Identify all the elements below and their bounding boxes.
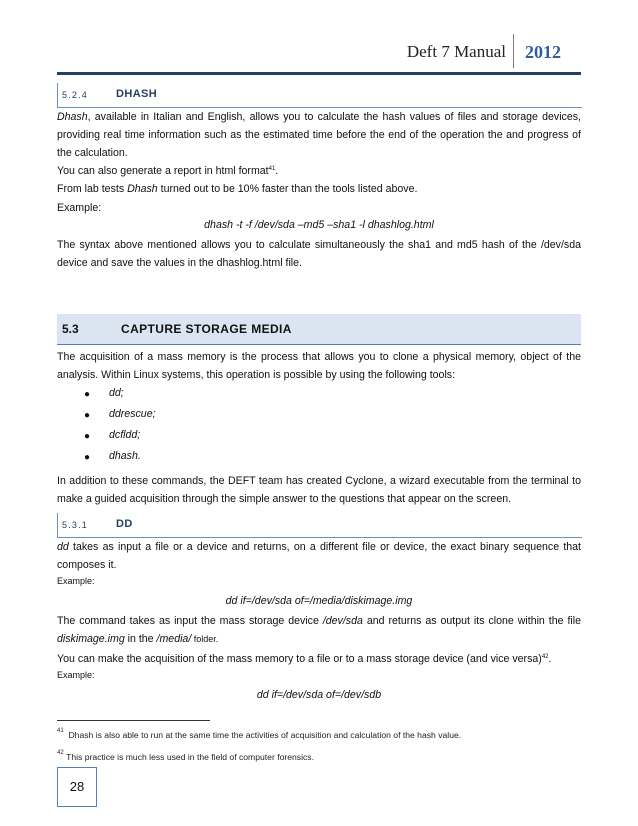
list-item: ● dcfldd; [84,429,141,442]
header-divider [513,34,514,68]
footnote-mark: 41 [57,728,64,734]
tool-name: ddrescue; [109,408,156,420]
dhash-lab-paragraph [57,180,581,198]
dhash-report-paragraph: You can also generate a report in html format$^{41}$. [57,165,279,177]
section-number: 5.3 [62,322,79,336]
lab-text-b: turned out to be 10% faster than the tools listed above. [157,183,418,195]
footnote-41 [57,730,461,740]
dd-vice-versa-paragraph: You can make the acquisition of the mass memory to a file or to a mass storage device (and vice versa)$^{42}$. [57,653,552,665]
explain-a: The command takes as input the mass storage device [57,615,323,627]
dd-command-1: dd if=/dev/sda of=/media/diskimage.img [225,595,413,607]
dd-explain-paragraph [57,612,581,648]
device-path: /dev/sda [322,615,363,627]
footnote-rule [57,720,210,721]
dhash-paragraph-intro [57,108,581,162]
cyclone-paragraph: In addition to these commands, the DEFT team has created Cyclone, a wizard executable from the terminal to make a guided acquisition through the simple answer to the questions that appear on the screen. [57,475,581,505]
section-title: CAPTURE STORAGE MEDIA [121,322,292,336]
tool-name: dhash. [109,450,141,462]
term-dhash: Dhash [57,111,88,123]
explain-c: in the [124,633,157,645]
running-header-title: Deft 7 Manual [406,42,506,61]
section-title: DHASH [116,88,158,100]
header-rule [57,72,581,75]
section-number: 5.2.4 [62,90,89,100]
example-label: Example: [57,576,95,586]
example-label: Example: [57,670,95,680]
footnote-mark: 42 [57,750,64,756]
tools-list [70,386,470,470]
tool-name: dd; [109,387,124,399]
dd-intro-paragraph [57,538,581,574]
section-heading-5-3-1 [57,513,582,538]
example-label: Example: [57,202,102,214]
list-item: ● dhash. [84,450,141,463]
footnote-ref-42[interactable]: 42 [541,654,549,660]
capture-intro-paragraph: The acquisition of a mass memory is the process that allows you to clone a physical memory, object of the analysis. Within Linux systems, this operation is possible by using the following tools: [57,351,581,381]
list-item: ● ddrescue; [84,408,156,421]
section-heading-5-2-4 [57,83,582,108]
dd-command-2: dd if=/dev/sda of=/dev/sdb [256,689,382,701]
tool-name: dcfldd; [109,429,141,441]
dhash-command: dhash -t -f /dev/sda –md5 –sha1 -l dhashlog.html [204,219,434,231]
running-header-year: 2012 [525,42,561,62]
folder-path: /media/ [156,633,192,645]
dhash-intro-text: , available in Italian and English, allows you to calculate the hash values of files and storage devices, providing real time information such as the estimated time before the end of the operation the and progress of the calculation. [57,111,581,159]
term-dd: dd [57,541,69,553]
image-file: diskimage.img [57,633,125,645]
explain-d: folder. [191,634,219,644]
lab-text-a: From lab tests [57,183,128,195]
vice-versa-text: You can make the acquisition of the mass memory to a file or to a mass storage device (and vice versa) [57,653,542,665]
section-heading-5-3 [57,314,581,345]
dhash-syntax-paragraph: The syntax above mentioned allows you to calculate simultaneously the sha1 and md5 hash of the /dev/sda device and save the values in the dhashlog.html file. [57,239,581,269]
dd-intro-text: takes as input a file or a device and returns, on a different file or device, the exact binary sequence that composes it. [57,541,581,571]
section-number: 5.3.1 [62,520,89,530]
report-text: You can also generate a report in html format [57,165,269,177]
footnote-42 [57,752,314,762]
footnote-ref-41[interactable]: 41 [268,166,276,172]
page-number: 28 [57,767,97,807]
footnote-text: This practice is much less used in the field of computer forensics. [66,752,314,762]
explain-b: and returns as output its clone within the file [362,615,581,627]
footnote-text: Dhash is also able to run at the same time the activities of acquisition and calculation of the hash value. [68,730,462,740]
section-title: DD [116,518,133,530]
list-item: ● dd; [84,387,124,400]
term-dhash: Dhash [127,183,158,195]
